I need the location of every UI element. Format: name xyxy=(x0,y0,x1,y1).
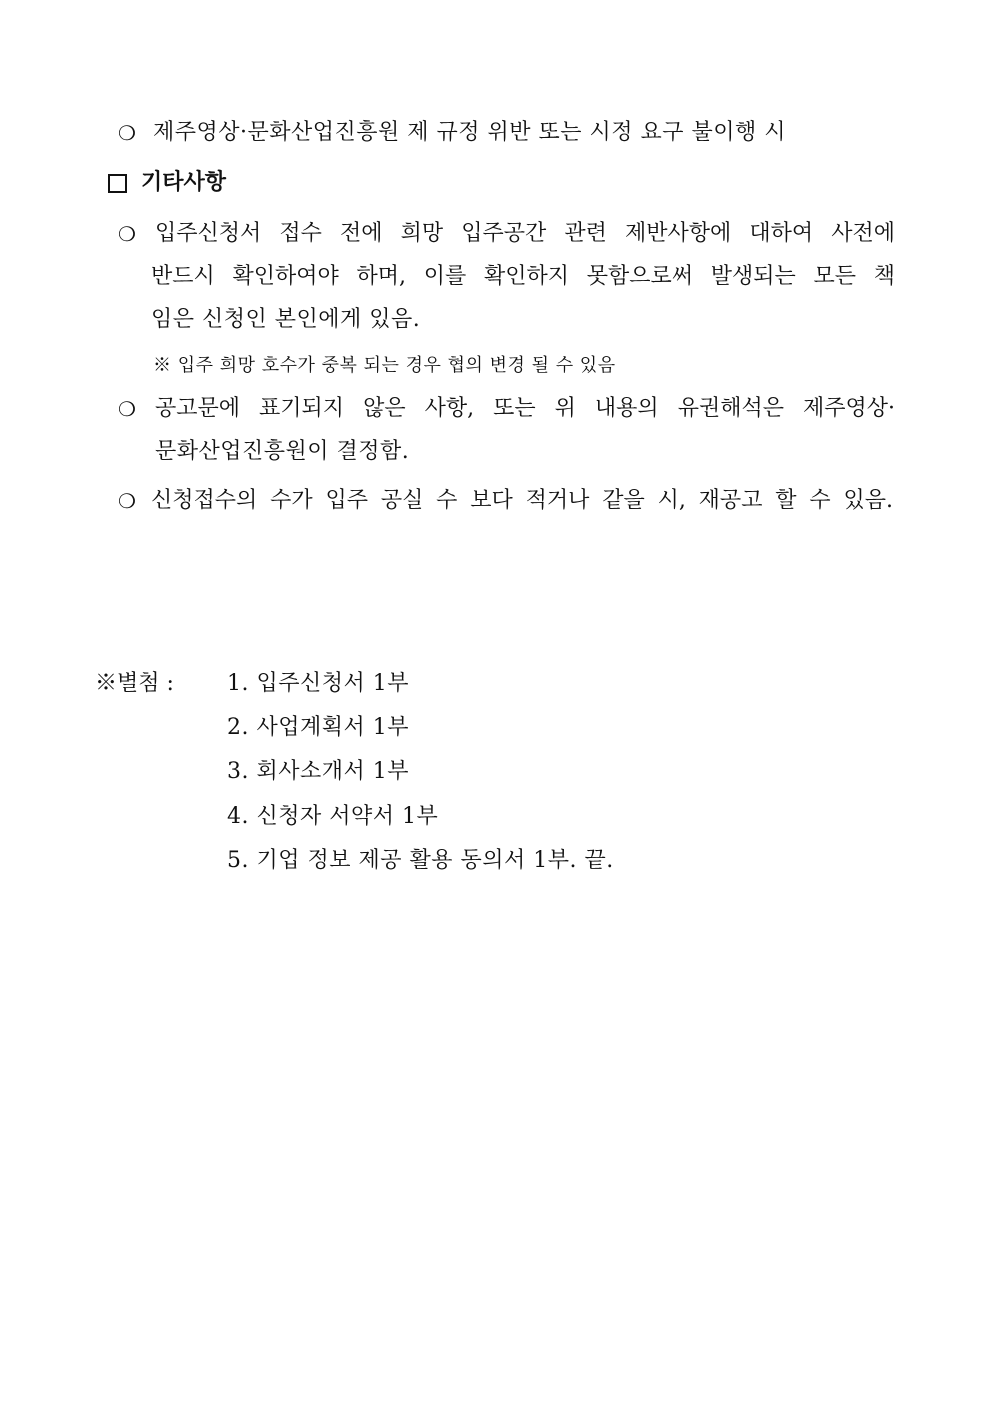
item-1-line-3: 임은 신청인 본인에게 있음. xyxy=(151,307,421,332)
attachment-item: 1. 입주신청서 1부 xyxy=(227,671,409,696)
attachment-item: 3. 회사소개서 1부 xyxy=(227,759,409,784)
item-1-line-2: 반드시 확인하여야 하며, 이를 확인하지 못함으로써 발생되는 모든 책 xyxy=(151,264,895,289)
violation-item: 제주영상·문화산업진흥원 제 규정 위반 또는 시정 요구 불이행 시 xyxy=(153,120,786,145)
item-1-line-1: 입주신청서 접수 전에 희망 입주공간 관련 제반사항에 대하여 사전에 xyxy=(155,221,895,246)
note-text: ※ 입주 희망 호수가 중복 되는 경우 협의 변경 될 수 있음 xyxy=(153,355,616,376)
section-title: 기타사항 xyxy=(141,170,227,195)
attachments-label: ※별첨 : xyxy=(95,671,174,696)
attachment-item: 2. 사업계획서 1부 xyxy=(227,715,409,740)
bullet-circle: ❍ xyxy=(118,489,136,513)
item-2-line-2: 문화산업진흥원이 결정함. xyxy=(155,439,410,464)
bullet-circle: ❍ xyxy=(118,397,136,421)
checkbox-square-icon xyxy=(108,174,127,193)
attachment-item: 4. 신청자 서약서 1부 xyxy=(227,804,439,829)
bullet-circle: ❍ xyxy=(118,121,136,145)
item-2-line-1: 공고문에 표기되지 않은 사항, 또는 위 내용의 유권해석은 제주영상· xyxy=(155,396,895,421)
item-3-line-1: 신청접수의 수가 입주 공실 수 보다 적거나 같을 시, 재공고 할 수 있음. xyxy=(151,488,893,513)
bullet-circle: ❍ xyxy=(118,222,136,246)
attachment-item: 5. 기업 정보 제공 활용 동의서 1부. 끝. xyxy=(227,848,614,873)
